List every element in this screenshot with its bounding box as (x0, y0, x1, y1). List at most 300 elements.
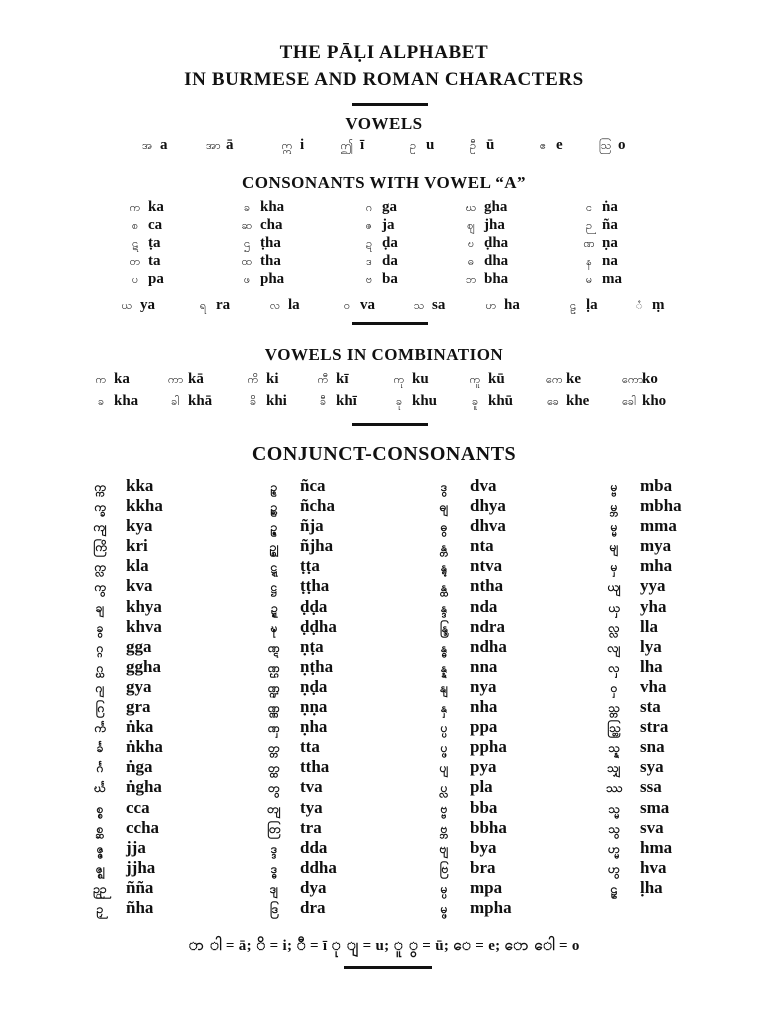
burmese-glyph: န္ဒ (440, 600, 448, 615)
conjunct-entry (606, 556, 682, 576)
burmese-glyph: ဏ္ဋ (267, 640, 281, 655)
roman-letter: mpa (470, 877, 503, 897)
roman-letter: ki (266, 371, 279, 387)
letter-entry (468, 370, 505, 389)
divider (344, 966, 432, 969)
roman-letter: ḍha (484, 235, 509, 251)
conjunct-entry (266, 516, 337, 536)
conjunct-entry (92, 617, 163, 637)
burmese-glyph: ဉှ (96, 901, 104, 916)
roman-letter: kū (488, 371, 505, 387)
roman-letter: bra (470, 857, 496, 877)
burmese-glyph: ကာ (168, 373, 184, 386)
burmese-glyph: ထ (241, 255, 253, 268)
roman-letter: khī (336, 393, 357, 409)
burmese-glyph: ဍ (365, 237, 373, 250)
conjunct-column (92, 476, 163, 918)
burmese-glyph: ခါ (170, 395, 180, 408)
conjunct-entry (436, 496, 512, 516)
conjunct-entry (92, 637, 163, 657)
roman-letter: ṭṭa (300, 556, 320, 576)
burmese-glyph: ကူ (469, 373, 481, 386)
burmese-glyph: စ္စ (96, 801, 104, 816)
burmese-glyph: ဂ္ဃ (96, 660, 104, 675)
roman-letter: nha (470, 697, 498, 717)
roman-letter: khu (412, 393, 438, 409)
burmese-glyph: ဝှ (610, 680, 618, 695)
roman-letter: dha (484, 253, 509, 269)
burmese-glyph: ဉ္ဇ (270, 520, 278, 535)
letter-entry (240, 252, 281, 271)
burmese-glyph: ဘ (465, 273, 477, 286)
burmese-glyph: န္န (440, 660, 448, 675)
burmese-glyph: နျ (439, 680, 449, 695)
roman-letter: jha (484, 217, 505, 233)
roman-letter: jja (126, 837, 146, 857)
roman-letter: mpha (470, 897, 512, 917)
conjunct-entry (92, 496, 163, 516)
conjunct-entry (606, 737, 682, 757)
conjunct-entry (606, 677, 682, 697)
burmese-glyph: ဉ္ဆ (270, 500, 278, 515)
conjunct-entry (436, 838, 512, 858)
burmese-glyph: ဂြ (95, 701, 105, 716)
roman-letter: hma (640, 837, 673, 857)
burmese-glyph: ကျ (93, 520, 107, 535)
conjunct-entry (606, 637, 682, 657)
burmese-glyph: င်္က (94, 721, 106, 736)
roman-letter: kā (188, 371, 204, 387)
conjunct-heading: CONJUNCT-CONSONANTS (251, 443, 517, 465)
burmese-glyph: မ္ဖ (440, 901, 448, 916)
conjunct-entry (92, 858, 163, 878)
roman-letter: ñcha (300, 496, 335, 516)
burmese-glyph: ကေ (546, 373, 563, 386)
letter-entry (240, 270, 284, 289)
burmese-glyph: င်္ခ (96, 741, 104, 756)
burmese-glyph: ရ (199, 299, 207, 312)
roman-letter: ṭha (260, 235, 281, 251)
burmese-glyph: တွ (268, 781, 280, 796)
burmese-glyph: လ္လ (608, 620, 620, 635)
burmese-glyph: ဓျ (439, 500, 449, 515)
conjunct-entry (436, 898, 512, 918)
roman-letter: va (360, 297, 375, 313)
burmese-glyph: ချ (95, 600, 105, 615)
burmese-glyph: ခီ (319, 395, 327, 408)
burmese-glyph: ခွ (96, 620, 104, 635)
burmese-glyph: မ္ဗ (610, 480, 618, 494)
burmese-glyph: ဥ (409, 139, 417, 152)
burmese-glyph: ဗျ (439, 841, 449, 856)
conjunct-entry (606, 496, 682, 516)
burmese-glyph: ဒ္ဒ (270, 841, 278, 856)
burmese-glyph: င်္ဃ (94, 781, 106, 796)
conjunct-entry (436, 657, 512, 677)
roman-letter: ū (486, 137, 495, 153)
burmese-glyph: ဉ္ဈ (269, 540, 279, 555)
burmese-glyph: ကု (393, 373, 405, 386)
conjunct-entry (266, 777, 337, 797)
conjunct-entry (266, 576, 337, 596)
roman-letter: kka (126, 476, 154, 495)
burmese-glyph: ဏ္ဌ (267, 660, 281, 675)
roman-letter: a (160, 137, 168, 153)
roman-letter: lha (640, 656, 663, 676)
conjunct-entry (436, 878, 512, 898)
roman-letter: mha (640, 556, 673, 576)
burmese-glyph: ဗ္ဘ (440, 821, 448, 836)
burmese-glyph: ဎ (467, 237, 475, 250)
conjunct-entry (606, 818, 682, 838)
roman-letter: ī (360, 137, 365, 153)
burmese-glyph: ဇ္ဇ (96, 841, 104, 856)
letter-entry (546, 370, 581, 389)
burmese-glyph: စ္ဆ (96, 821, 104, 836)
conjunct-entry (266, 556, 337, 576)
roman-letter: la (288, 297, 300, 313)
conjunct-entry (266, 637, 337, 657)
burmese-glyph: ဋ (131, 237, 139, 250)
burmese-glyph: ဒ (366, 255, 372, 268)
burmese-glyph: ဠှ (610, 881, 618, 896)
letter-entry (622, 370, 658, 389)
combination-table (0, 370, 768, 416)
burmese-glyph: ဌ (243, 237, 251, 250)
divider (352, 322, 428, 325)
roman-letter: gga (126, 636, 152, 656)
roman-letter: ḍa (382, 235, 398, 251)
conjunct-entry (92, 757, 163, 777)
burmese-glyph: မ္မ (610, 520, 618, 535)
conjunct-entry (606, 476, 682, 496)
letter-entry (316, 370, 349, 389)
burmese-glyph: ခိ (249, 395, 257, 408)
roman-letter: ttha (300, 757, 330, 777)
burmese-glyph: ဓွ (440, 520, 448, 535)
roman-letter: ga (382, 199, 397, 215)
roman-letter: ñca (300, 476, 326, 495)
burmese-glyph: သ္တ (608, 701, 620, 716)
letter-entry (464, 234, 508, 253)
conjunct-entry (266, 898, 337, 918)
roman-letter: ñña (126, 877, 154, 897)
burmese-glyph: ယှ (608, 600, 620, 615)
letter-entry (268, 296, 300, 315)
roman-letter: e (556, 137, 563, 153)
letter-entry (168, 392, 212, 411)
conjunct-entry (606, 777, 682, 797)
conjunct-entry (606, 858, 682, 878)
roman-letter: ke (566, 371, 581, 387)
letter-entry (582, 216, 618, 235)
conjunct-entry (266, 757, 337, 777)
conjunct-entry (92, 576, 163, 596)
roman-letter: khā (188, 393, 213, 409)
roman-letter: tra (300, 817, 322, 837)
burmese-glyph: တြ (267, 821, 281, 836)
roman-letter: ḍḍa (300, 596, 328, 616)
burmese-glyph: တ္ထ (268, 761, 280, 776)
roman-letter: ya (140, 297, 155, 313)
burmese-glyph: ဏ (583, 237, 595, 250)
letter-entry (582, 234, 618, 253)
burmese-glyph: န္ဓ (440, 640, 448, 655)
letter-entry (622, 392, 666, 411)
roman-letter: bbha (470, 817, 507, 837)
burmese-glyph: ဦ (469, 139, 477, 152)
conjunct-entry (606, 798, 682, 818)
roman-letter: ṅgha (126, 777, 162, 797)
conjunct-entry (436, 697, 512, 717)
conjunct-entry (606, 657, 682, 677)
roman-letter: ṅka (126, 717, 154, 737)
burmese-glyph: ကီ (317, 373, 329, 386)
conjunct-entry (436, 597, 512, 617)
burmese-glyph: ယ (121, 299, 133, 312)
burmese-glyph: ဩ (598, 139, 612, 152)
letter-entry (246, 370, 279, 389)
burmese-glyph: ဣ (281, 139, 293, 152)
roman-letter: tya (300, 797, 323, 817)
burmese-glyph: ဏ္ဏ (267, 701, 281, 716)
burmese-glyph: အာ (206, 139, 221, 152)
combination-heading: VOWELS IN COMBINATION (264, 345, 504, 364)
burmese-glyph: လှ (608, 660, 620, 675)
conjunct-entry (606, 878, 682, 898)
letter-entry (94, 370, 130, 389)
burmese-glyph: င်္ဂ (96, 761, 104, 776)
letter-entry (468, 392, 513, 411)
letter-entry (362, 216, 395, 235)
letter-entry (362, 198, 397, 217)
conjunct-entry (436, 757, 512, 777)
roman-letter: yha (640, 596, 667, 616)
roman-letter: gha (484, 199, 508, 215)
conjunct-entry (266, 476, 337, 496)
conjunct-entry (606, 516, 682, 536)
burmese-glyph: ဉ္ဉ (93, 881, 107, 896)
roman-letter: pa (148, 271, 164, 287)
burmese-glyph: က္ခ (94, 500, 106, 515)
roman-letter: mya (640, 536, 672, 556)
burmese-glyph: ဟွ (608, 861, 620, 876)
burmese-glyph: ဿ (606, 781, 623, 796)
burmese-glyph: ပျ (439, 761, 449, 776)
burmese-glyph: ကွ (94, 580, 106, 595)
conjunct-entry (606, 717, 682, 737)
divider (352, 423, 428, 426)
conjunct-entry (606, 536, 682, 556)
roman-letter: gya (126, 676, 152, 696)
roman-letter: kha (114, 393, 139, 409)
letter-entry (582, 198, 618, 217)
conjunct-entry (266, 657, 337, 677)
conjunct-entry (436, 576, 512, 596)
conjunct-entry (606, 576, 682, 596)
burmese-glyph: ဂ္ဂ (96, 640, 104, 655)
burmese-glyph: ဤ (340, 139, 354, 152)
roman-letter: ā (226, 137, 234, 153)
conjunct-entry (92, 798, 163, 818)
conjunct-entry (266, 798, 337, 818)
roman-letter: vha (640, 676, 667, 696)
conjunct-entry (92, 516, 163, 536)
conjunct-entry (436, 858, 512, 878)
burmese-glyph: မျ (609, 540, 619, 555)
roman-letter: ja (382, 217, 395, 233)
roman-letter: kī (336, 371, 349, 387)
roman-letter: bba (470, 797, 498, 817)
burmese-glyph: ဇ္ဈ (95, 861, 105, 876)
conjunct-entry (606, 597, 682, 617)
roman-letter: khva (126, 616, 162, 636)
conjunct-entry (92, 878, 163, 898)
roman-letter: ka (114, 371, 130, 387)
burmese-glyph: လ (269, 299, 281, 312)
roman-letter: ṇḍa (300, 676, 328, 696)
burmese-glyph: တျ (267, 801, 281, 816)
burmese-glyph: အ (141, 139, 153, 152)
roman-letter: dra (300, 897, 326, 917)
conjunct-entry (436, 617, 512, 637)
burmese-glyph: ဋ္ဋ (270, 560, 278, 575)
roman-letter: ndra (470, 616, 505, 636)
roman-letter: kva (126, 576, 153, 596)
roman-letter: ḷa (586, 297, 598, 313)
letter-entry (484, 296, 520, 315)
roman-letter: jjha (126, 857, 156, 877)
vowels-row (0, 136, 768, 156)
consonants-table (0, 198, 768, 318)
burmese-glyph: ခ (97, 395, 105, 408)
letter-entry (316, 392, 357, 411)
conjunct-entry (266, 858, 337, 878)
burmese-glyph: ဒွ (440, 480, 448, 494)
consonants-heading: CONSONANTS WITH VOWEL “A” (241, 173, 527, 192)
letter-entry (128, 198, 164, 217)
roman-letter: ḍḍha (300, 616, 337, 636)
burmese-glyph: တ (129, 255, 141, 268)
burmese-glyph: ခု (395, 395, 403, 408)
burmese-glyph: ဗ (365, 273, 373, 286)
conjunct-entry (92, 657, 163, 677)
conjunct-entry (436, 717, 512, 737)
roman-letter: ka (148, 199, 164, 215)
letter-entry (120, 296, 155, 315)
conjunct-entry (266, 536, 337, 556)
burmese-glyph: န္ထ (440, 580, 448, 595)
roman-letter: kri (126, 536, 148, 556)
letter-entry (128, 270, 164, 289)
roman-letter: dhya (470, 496, 506, 516)
roman-letter: ggha (126, 656, 161, 676)
roman-letter: sma (640, 797, 670, 817)
conjunct-column (266, 476, 337, 918)
roman-letter: hva (640, 857, 667, 877)
burmese-glyph: ဒ္ဓ (270, 861, 278, 876)
burmese-glyph: ဏ္ဍ (267, 680, 281, 695)
roman-letter: kha (260, 199, 285, 215)
burmese-glyph: တ္တ (268, 741, 280, 756)
letter-entry (94, 392, 138, 411)
burmese-glyph: င (585, 201, 593, 214)
burmese-glyph: ကော (622, 373, 644, 386)
roman-letter: kla (126, 556, 149, 576)
conjunct-entry (436, 637, 512, 657)
conjunct-entry (606, 838, 682, 858)
letter-entry (128, 234, 161, 253)
roman-letter: ṭṭha (300, 576, 330, 596)
burmese-glyph: န္ဒြ (439, 620, 449, 635)
burmese-glyph: သ္မ (608, 801, 620, 816)
roman-letter: ddha (300, 857, 337, 877)
conjunct-entry (92, 717, 163, 737)
burmese-glyph: မှ (610, 560, 618, 575)
burmese-glyph: ဝ (343, 299, 351, 312)
letter-entry (362, 252, 398, 271)
roman-letter: ppa (470, 717, 498, 737)
conjunct-entry (92, 737, 163, 757)
roman-letter: cca (126, 797, 150, 817)
letter-entry (392, 370, 429, 389)
roman-letter: ma (602, 271, 622, 287)
roman-letter: ko (642, 371, 658, 387)
roman-letter: ñha (126, 897, 154, 917)
roman-letter: lla (640, 616, 658, 636)
roman-letter: dda (300, 837, 328, 857)
burmese-glyph: ခေ (547, 395, 559, 408)
conjunct-entry (92, 556, 163, 576)
letter-entry (246, 392, 287, 411)
roman-letter: o (618, 137, 626, 153)
vowel-sign-key: ာ ါ = ā; ိ = i; ီ = ī ု ျ = u; ူ ွ = ū; ေ = e; ော ေါ = o (188, 938, 580, 954)
roman-letter: da (382, 253, 398, 269)
letter-entry (582, 252, 618, 271)
letter-entry (128, 252, 161, 271)
burmese-glyph: ယျ (607, 580, 621, 595)
conjunct-entry (92, 476, 163, 496)
roman-letter: ntha (470, 576, 504, 596)
conjunct-entry (92, 777, 163, 797)
letter-entry (128, 216, 162, 235)
roman-letter: ntva (470, 556, 503, 576)
burmese-glyph: သ္တြ (607, 721, 621, 736)
roman-letter: ṃ (652, 297, 665, 313)
roman-letter: na (602, 253, 618, 269)
roman-letter: ppha (470, 737, 507, 757)
roman-letter: cha (260, 217, 283, 233)
conjunct-entry (266, 697, 337, 717)
conjunct-entry (606, 757, 682, 777)
conjunct-entry (266, 617, 337, 637)
roman-letter: ṇṇa (300, 697, 328, 717)
burmese-glyph: ဉ (585, 219, 593, 232)
conjunct-entry (92, 677, 163, 697)
burmese-glyph: ဂျ (95, 680, 105, 695)
burmese-glyph: ဟ္မ (608, 841, 620, 856)
roman-letter: ṇha (300, 717, 328, 737)
roman-letter: khū (488, 393, 514, 409)
burmese-glyph: နှ (440, 701, 448, 716)
burmese-glyph: ဍ္ဍ (270, 600, 278, 615)
conjunct-entry (266, 878, 337, 898)
roman-letter: khya (126, 596, 162, 616)
roman-letter: tva (300, 777, 323, 797)
burmese-glyph: ခူ (471, 395, 479, 408)
conjunct-entry (436, 556, 512, 576)
burmese-glyph: စ (131, 219, 139, 232)
